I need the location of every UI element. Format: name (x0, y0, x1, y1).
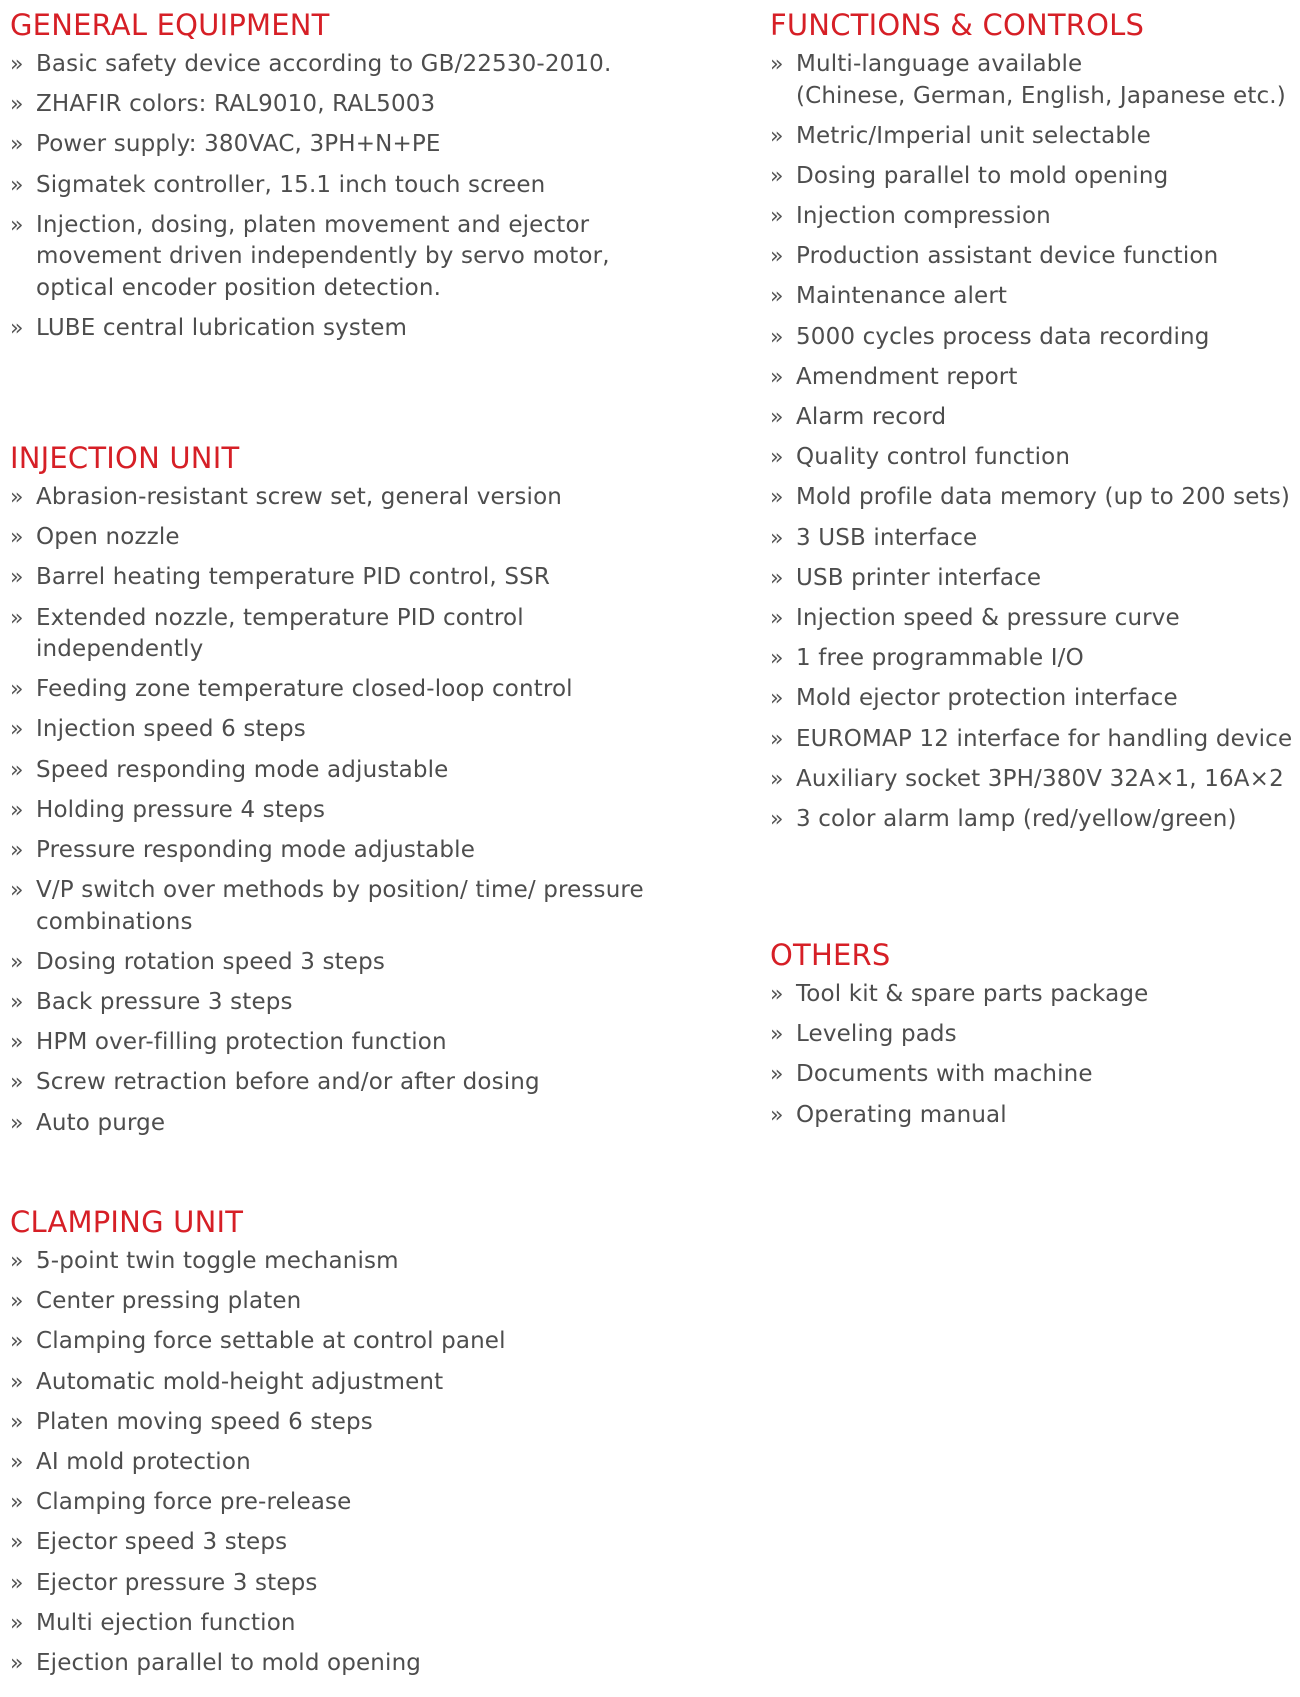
bullet-icon: » (10, 1110, 24, 1136)
list-item: » 5-point twin toggle mechanism (10, 1246, 690, 1278)
bullet-icon: » (770, 806, 784, 832)
list-item: » Alarm record (770, 402, 1295, 434)
bullet-icon: » (10, 1570, 24, 1596)
bullet-icon: » (10, 1530, 24, 1556)
bullet-icon: » (770, 123, 784, 149)
bullet-icon: » (10, 1289, 24, 1315)
section-general-equipment (10, 8, 690, 353)
list-item: » Extended nozzle, temperature PID control independently (10, 604, 524, 663)
list-item: » Pressure responding mode adjustable (10, 835, 670, 867)
bullet-icon: » (770, 163, 784, 189)
bullet-icon: » (10, 878, 24, 904)
list-item: » LUBE central lubrication system (10, 313, 670, 345)
bullet-icon: » (10, 1030, 24, 1056)
bullet-icon: » (10, 565, 24, 591)
list-item: » Auxiliary socket 3PH/380V 32A×1, 16A×2 (770, 764, 1295, 796)
list-item: » 5000 cycles process data recording (770, 322, 1295, 354)
list-item: » Holding pressure 4 steps (10, 795, 670, 827)
bullet-icon: » (770, 405, 784, 430)
heading-clamping-unit: CLAMPING UNIT (10, 1205, 244, 1239)
bullet-icon: » (10, 677, 24, 703)
bullet-icon: » (770, 1022, 784, 1048)
bullet-icon: » (770, 324, 784, 350)
bullet-icon: » (770, 1062, 784, 1088)
bullet-icon: » (770, 364, 784, 390)
bullet-icon: » (770, 766, 784, 792)
section-clamping-unit (10, 1205, 690, 1688)
list-item: » Operating manual (770, 1100, 1295, 1132)
list-item: » 1 free programmable I/O (770, 643, 1295, 675)
list-item: » Quality control function (770, 442, 1295, 474)
bullet-icon: » (10, 949, 24, 975)
bullet-icon: » (10, 1610, 24, 1636)
bullet-icon: » (10, 1449, 24, 1475)
section-others (770, 938, 1295, 1140)
list-item: » Sigmatek controller, 15.1 inch touch screen (10, 170, 670, 202)
bullet-icon: » (770, 52, 784, 77)
bullet-icon: » (10, 1070, 24, 1096)
list-item: » EUROMAP 12 interface for handling device (770, 724, 1295, 756)
list-item: » Automatic mold-height adjustment (10, 1367, 690, 1399)
list-item: » Dosing rotation speed 3 steps (10, 947, 670, 979)
list-item: » AI mold protection (10, 1447, 690, 1479)
bullet-icon: » (10, 315, 24, 341)
list-item: » Metric/Imperial unit selectable (770, 121, 1295, 153)
bullet-icon: » (10, 1490, 24, 1516)
bullet-icon: » (10, 1409, 24, 1435)
list-item: » Production assistant device function (770, 241, 1295, 273)
list-item: » Documents with machine (770, 1059, 1295, 1091)
list-item: » USB printer interface (770, 563, 1295, 595)
heading-functions-controls: FUNCTIONS & CONTROLS (770, 8, 1145, 42)
list-item: » Multi ejection function (10, 1608, 690, 1640)
list-others (770, 979, 1295, 1131)
list-item: » Feeding zone temperature closed-loop control (10, 674, 670, 706)
list-item: » Speed responding mode adjustable (10, 755, 670, 787)
bullet-icon: » (770, 244, 784, 270)
bullet-icon: » (10, 1369, 24, 1395)
bullet-icon: » (10, 605, 24, 631)
list-item: » V/P switch over methods by position/ time/ pressure combinations (10, 877, 644, 935)
list-item: » Injection speed 6 steps (10, 714, 670, 746)
bullet-icon: » (10, 990, 24, 1016)
list-item: » Barrel heating temperature PID control, SSR (10, 562, 670, 594)
list-item: » Basic safety device according to GB/22530-2010. (10, 49, 670, 81)
bullet-icon: » (10, 838, 24, 863)
bullet-icon: » (770, 646, 784, 672)
list-clamping-unit (10, 1246, 690, 1679)
list-item: » Center pressing platen (10, 1286, 690, 1318)
heading-others: OTHERS (770, 938, 891, 972)
list-item: » Injection speed & pressure curve (770, 603, 1295, 635)
list-item: » Clamping force settable at control panel (10, 1326, 690, 1358)
bullet-icon: » (10, 52, 24, 77)
list-item: » Power supply: 380VAC, 3PH+N+PE (10, 129, 670, 161)
bullet-icon: » (770, 982, 784, 1007)
list-item: » Multi-language available (Chinese, German, English, Japanese etc.) (770, 51, 1286, 109)
list-item: » HPM over-filling protection function (10, 1027, 670, 1059)
list-item: » Clamping force pre-release (10, 1487, 690, 1519)
list-injection-unit (10, 482, 670, 1139)
list-item: » Maintenance alert (770, 281, 1295, 313)
list-item: » Open nozzle (10, 522, 670, 554)
bullet-icon: » (770, 565, 784, 591)
bullet-icon: » (10, 1249, 24, 1274)
bullet-icon: » (770, 525, 784, 551)
bullet-icon: » (10, 717, 24, 743)
heading-injection-unit: INJECTION UNIT (10, 441, 240, 475)
list-item: » Ejector pressure 3 steps (10, 1568, 690, 1600)
bullet-icon: » (770, 485, 784, 511)
bullet-icon: » (10, 212, 24, 238)
list-item: » 3 color alarm lamp (red/yellow/green) (770, 804, 1295, 836)
section-injection-unit (10, 441, 690, 1148)
list-item: » ZHAFIR colors: RAL9010, RAL5003 (10, 89, 670, 121)
bullet-icon: » (770, 445, 784, 471)
bullet-icon: » (10, 132, 24, 158)
bullet-icon: » (10, 172, 24, 198)
list-general-equipment (10, 49, 670, 344)
bullet-icon: » (770, 686, 784, 712)
bullet-icon: » (770, 726, 784, 752)
bullet-icon: » (10, 525, 24, 551)
list-item: » Injection, dosing, platen movement and ejector movement driven independently by servo motor, optical encoder position detection. (10, 211, 610, 301)
bullet-icon: » (10, 92, 24, 118)
list-item: » Ejection parallel to mold opening (10, 1648, 690, 1680)
list-item: » Tool kit & spare parts package (770, 979, 1295, 1011)
list-item: » Screw retraction before and/or after dosing (10, 1067, 670, 1099)
section-functions-controls (770, 8, 1295, 844)
bullet-icon: » (10, 1329, 24, 1355)
list-item: » Injection compression (770, 201, 1295, 233)
bullet-icon: » (770, 605, 784, 631)
list-item: » Ejector speed 3 steps (10, 1527, 690, 1559)
list-item: » Abrasion-resistant screw set, general version (10, 482, 670, 514)
bullet-icon: » (770, 1102, 784, 1128)
list-item: » Mold profile data memory (up to 200 sets) (770, 482, 1295, 514)
list-item: » Back pressure 3 steps (10, 987, 670, 1019)
list-item: » Auto purge (10, 1108, 670, 1140)
list-item: » 3 USB interface (770, 523, 1295, 555)
list-item: » Platen moving speed 6 steps (10, 1407, 690, 1439)
bullet-icon: » (770, 284, 784, 310)
list-item: » Mold ejector protection interface (770, 683, 1295, 715)
list-functions-controls (770, 49, 1295, 835)
bullet-icon: » (770, 204, 784, 230)
bullet-icon: » (10, 1650, 24, 1676)
bullet-icon: » (10, 797, 24, 823)
bullet-icon: » (10, 757, 24, 783)
list-item: » Amendment report (770, 362, 1295, 394)
heading-general-equipment: GENERAL EQUIPMENT (10, 8, 330, 42)
bullet-icon: » (10, 485, 24, 510)
list-item: » Dosing parallel to mold opening (770, 161, 1295, 193)
list-item: » Leveling pads (770, 1019, 1295, 1051)
